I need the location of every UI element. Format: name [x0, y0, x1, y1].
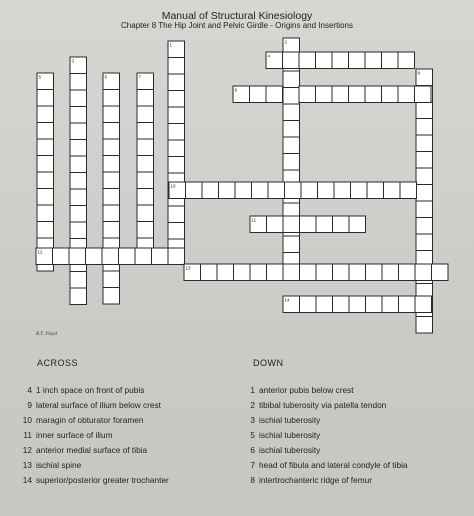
crossword-cell[interactable] — [102, 248, 119, 265]
clue-number: 5 — [250, 430, 255, 440]
clue-number: 3 — [250, 415, 255, 425]
crossword-cell[interactable] — [168, 248, 185, 265]
crossword-cell[interactable] — [168, 206, 185, 223]
clue-number: 2 — [250, 400, 255, 410]
crossword-cell[interactable] — [316, 296, 333, 313]
crossword-cell[interactable] — [349, 216, 366, 233]
grid-number: 11 — [251, 217, 257, 223]
crossword-cell[interactable] — [316, 216, 333, 233]
worksheet-title: Manual of Structural Kinesiology — [161, 10, 313, 22]
crossword-cell[interactable] — [70, 140, 87, 157]
down-clue-list — [240, 383, 408, 488]
crossword-cell[interactable] — [416, 168, 433, 185]
crossword-cell[interactable] — [283, 52, 300, 69]
crossword-cell[interactable] — [316, 52, 333, 69]
crossword-cell[interactable] — [252, 182, 269, 199]
down-clue-3 — [240, 413, 408, 428]
crossword-cell[interactable] — [333, 264, 350, 281]
crossword-cell[interactable] — [316, 264, 333, 281]
crossword-cell[interactable] — [137, 90, 154, 107]
crossword-cell[interactable] — [283, 137, 300, 154]
crossword-cell[interactable] — [168, 58, 185, 75]
crossword-cell[interactable] — [384, 182, 401, 199]
crossword-cell[interactable] — [334, 182, 351, 199]
crossword-cell[interactable] — [333, 216, 350, 233]
clue-number: 7 — [250, 460, 255, 470]
clue-text: anterior medial surface of tibia — [36, 445, 148, 455]
crossword-cell[interactable] — [283, 121, 300, 138]
crossword-cell[interactable] — [300, 264, 317, 281]
crossword-cell[interactable] — [217, 264, 234, 281]
crossword-cell[interactable] — [103, 139, 120, 156]
crossword-cell[interactable] — [415, 296, 432, 313]
crossword-cell[interactable] — [268, 182, 285, 199]
worksheet-subtitle: Chapter 8 The Hip Joint and Pelvic Girdle - Origins and Insertions — [121, 21, 353, 30]
grid-number: 8 — [417, 70, 421, 76]
crossword-cell[interactable] — [416, 135, 433, 152]
crossword-cell[interactable] — [235, 182, 252, 199]
crossword-cell[interactable] — [103, 189, 120, 206]
crossword-cell[interactable] — [382, 264, 399, 281]
crossword-cell[interactable] — [137, 123, 154, 140]
crossword-cell[interactable] — [316, 86, 333, 103]
grid-number: 1 — [169, 42, 173, 48]
crossword-cell[interactable] — [366, 296, 383, 313]
crossword-cell[interactable] — [365, 86, 382, 103]
clue-text: anterior pubis below crest — [259, 385, 354, 395]
across-heading: ACROSS — [37, 358, 79, 368]
crossword-cell[interactable] — [137, 189, 154, 206]
crossword-cell[interactable] — [416, 201, 433, 218]
down-clue-7 — [240, 458, 408, 473]
crossword-cell[interactable] — [432, 264, 449, 281]
crossword-cell[interactable] — [53, 248, 70, 265]
down-clue-5 — [240, 428, 408, 443]
across-clue-list — [17, 383, 169, 488]
crossword-cell[interactable] — [137, 172, 154, 189]
crossword-cell[interactable] — [332, 86, 349, 103]
crossword-cell[interactable] — [70, 74, 87, 91]
crossword-cell[interactable] — [37, 139, 54, 156]
down-heading: DOWN — [253, 358, 284, 368]
crossword-cell[interactable] — [201, 264, 218, 281]
crossword-cell[interactable] — [250, 264, 267, 281]
crossword-cell[interactable] — [283, 154, 300, 171]
crossword-cell[interactable] — [349, 86, 366, 103]
crossword-cell[interactable] — [37, 222, 54, 239]
crossword-cell[interactable] — [70, 206, 87, 223]
crossword-cell[interactable] — [168, 223, 185, 240]
crossword-cell[interactable] — [70, 272, 87, 289]
crossword-cell[interactable] — [416, 119, 433, 136]
crossword-cell[interactable] — [349, 52, 366, 69]
across-clue-9 — [17, 398, 169, 413]
crossword-cell[interactable] — [219, 182, 236, 199]
crossword-cell[interactable] — [416, 234, 433, 251]
crossword-cell[interactable] — [37, 205, 54, 222]
crossword-cell[interactable] — [283, 71, 300, 88]
crossword-cell[interactable] — [103, 271, 120, 288]
crossword-cell[interactable] — [86, 248, 103, 265]
crossword-cell[interactable] — [398, 52, 415, 69]
crossword-cell[interactable] — [283, 236, 300, 253]
across-clue-4 — [17, 383, 169, 398]
clue-text: intertrochanteric ridge of femur — [259, 475, 372, 485]
clue-number: 10 — [22, 415, 32, 425]
crossword-cell[interactable] — [103, 106, 120, 123]
clue-text: ischial tuberosity — [259, 430, 321, 440]
crossword-cell[interactable] — [349, 264, 366, 281]
crossword-cell[interactable] — [103, 172, 120, 189]
crossword-cell[interactable] — [333, 296, 350, 313]
crossword-cell[interactable] — [332, 52, 349, 69]
crossword-cell[interactable] — [137, 139, 154, 156]
crossword-cell[interactable] — [168, 157, 185, 174]
crossword-cell[interactable] — [349, 296, 366, 313]
grid-number: 9 — [234, 87, 238, 93]
crossword-cell[interactable] — [37, 106, 54, 123]
crossword-cell[interactable] — [137, 156, 154, 173]
crossword-cell[interactable] — [382, 86, 399, 103]
grid-number: 10 — [170, 183, 176, 189]
crossword-cell[interactable] — [299, 52, 316, 69]
crossword-cell[interactable] — [70, 189, 87, 206]
clue-number: 1 — [250, 385, 255, 395]
clue-text: superior/posterior greater trochanter — [36, 475, 169, 485]
crossword-cell[interactable] — [415, 86, 432, 103]
crossword-cell[interactable] — [416, 317, 433, 334]
crossword-cell[interactable] — [299, 86, 316, 103]
crossword-cell[interactable] — [103, 90, 120, 107]
down-clue-8 — [240, 473, 408, 488]
crossword-cell[interactable] — [119, 248, 136, 265]
crossword-cell[interactable] — [168, 124, 185, 141]
grid-number: 7 — [138, 74, 142, 80]
crossword-cell[interactable] — [37, 189, 54, 206]
crossword-cell[interactable] — [415, 264, 432, 281]
clue-text: tibibal tuberosity via patella tendon — [259, 400, 387, 410]
crossword-cell[interactable] — [283, 104, 300, 121]
crossword-cell[interactable] — [365, 52, 382, 69]
down-clue-2 — [240, 398, 408, 413]
grid-number: 5 — [38, 74, 42, 80]
crossword-cell[interactable] — [186, 182, 203, 199]
crossword-cell[interactable] — [168, 107, 185, 124]
crossword-cell[interactable] — [283, 88, 300, 105]
across-clue-10 — [17, 413, 169, 428]
crossword-cell[interactable] — [398, 86, 415, 103]
crossword-cell[interactable] — [103, 205, 120, 222]
clue-number: 13 — [22, 460, 32, 470]
crossword-cell[interactable] — [70, 288, 87, 305]
crossword-cell[interactable] — [137, 106, 154, 123]
clue-text: 1 inch space on front of pubis — [36, 385, 145, 395]
crossword-cell[interactable] — [382, 52, 399, 69]
grid-number: 14 — [284, 297, 290, 303]
crossword-cell[interactable] — [416, 185, 433, 202]
crossword-cell[interactable] — [168, 91, 185, 108]
crossword-cell[interactable] — [285, 182, 302, 199]
crossword-cell[interactable] — [382, 296, 399, 313]
crossword-cell[interactable] — [37, 123, 54, 140]
grid-number: 6 — [104, 74, 108, 80]
crossword-cell[interactable] — [37, 90, 54, 107]
crossword-cell[interactable] — [137, 205, 154, 222]
crossword-cell[interactable] — [234, 264, 251, 281]
crossword-cell[interactable] — [267, 264, 284, 281]
clue-text: head of fibula and lateral condyle of tibia — [259, 460, 408, 470]
crossword-cell[interactable] — [103, 222, 120, 239]
crossword-cell[interactable] — [301, 182, 318, 199]
crossword-cell[interactable] — [70, 123, 87, 140]
crossword-cell[interactable] — [103, 156, 120, 173]
crossword-cell[interactable] — [399, 296, 416, 313]
across-clue-12 — [17, 443, 169, 458]
crossword-cell[interactable] — [400, 182, 417, 199]
clue-text: ischial tuberosity — [259, 445, 321, 455]
clue-text: ischial spine — [36, 460, 82, 470]
crossword-cell[interactable] — [366, 264, 383, 281]
author-credit: R.T. Floyd — [36, 332, 57, 337]
crossword-cell[interactable] — [168, 74, 185, 91]
crossword-cell[interactable] — [37, 156, 54, 173]
down-clue-1 — [240, 383, 408, 398]
crossword-cell[interactable] — [367, 182, 384, 199]
crossword-cell[interactable] — [103, 288, 120, 305]
crossword-cell[interactable] — [70, 156, 87, 173]
crossword-cell[interactable] — [300, 296, 317, 313]
crossword-cell[interactable] — [135, 248, 152, 265]
across-clue-11 — [17, 428, 169, 443]
crossword-cell[interactable] — [416, 152, 433, 169]
grid-number: 2 — [284, 39, 288, 45]
crossword-cell[interactable] — [168, 140, 185, 157]
grid-number: 3 — [71, 58, 75, 64]
crossword-cell[interactable] — [70, 90, 87, 107]
crossword-cell[interactable] — [70, 107, 87, 124]
crossword-cell[interactable] — [283, 216, 300, 233]
grid-number: 13 — [185, 265, 191, 271]
clue-text: inner surface of ilium — [36, 430, 113, 440]
crossword-cell[interactable] — [137, 222, 154, 239]
crossword-cell[interactable] — [266, 86, 283, 103]
crossword-cell[interactable] — [300, 216, 317, 233]
crossword-cell[interactable] — [69, 248, 86, 265]
crossword-cell[interactable] — [70, 222, 87, 239]
clue-number: 14 — [22, 475, 32, 485]
crossword-cell[interactable] — [416, 102, 433, 119]
clue-number: 9 — [27, 400, 32, 410]
across-clue-14 — [17, 473, 169, 488]
crossword-cell[interactable] — [152, 248, 169, 265]
clue-number: 11 — [23, 430, 32, 440]
clue-number: 6 — [250, 445, 255, 455]
clue-text: lateral surface of ilium below crest — [36, 400, 161, 410]
crossword-cell[interactable] — [416, 218, 433, 235]
crossword-cell[interactable] — [37, 172, 54, 189]
crossword-cell[interactable] — [318, 182, 335, 199]
crossword-cell[interactable] — [267, 216, 284, 233]
down-clue-6 — [240, 443, 408, 458]
crossword-cell[interactable] — [202, 182, 219, 199]
crossword-cell[interactable] — [399, 264, 416, 281]
crossword-cell[interactable] — [70, 173, 87, 190]
clue-number: 8 — [250, 475, 255, 485]
clue-number: 12 — [22, 445, 32, 455]
crossword-cell[interactable] — [103, 123, 120, 140]
crossword-cell[interactable] — [250, 86, 267, 103]
clue-text: ischial tuberosity — [259, 415, 321, 425]
crossword-cell[interactable] — [283, 264, 300, 281]
clue-number: 4 — [27, 385, 32, 395]
across-clue-13 — [17, 458, 169, 473]
crossword-cell[interactable] — [351, 182, 368, 199]
grid-number: 4 — [267, 53, 271, 59]
clue-text: maragin of obturator foramen — [36, 415, 144, 425]
grid-number: 12 — [37, 249, 43, 255]
